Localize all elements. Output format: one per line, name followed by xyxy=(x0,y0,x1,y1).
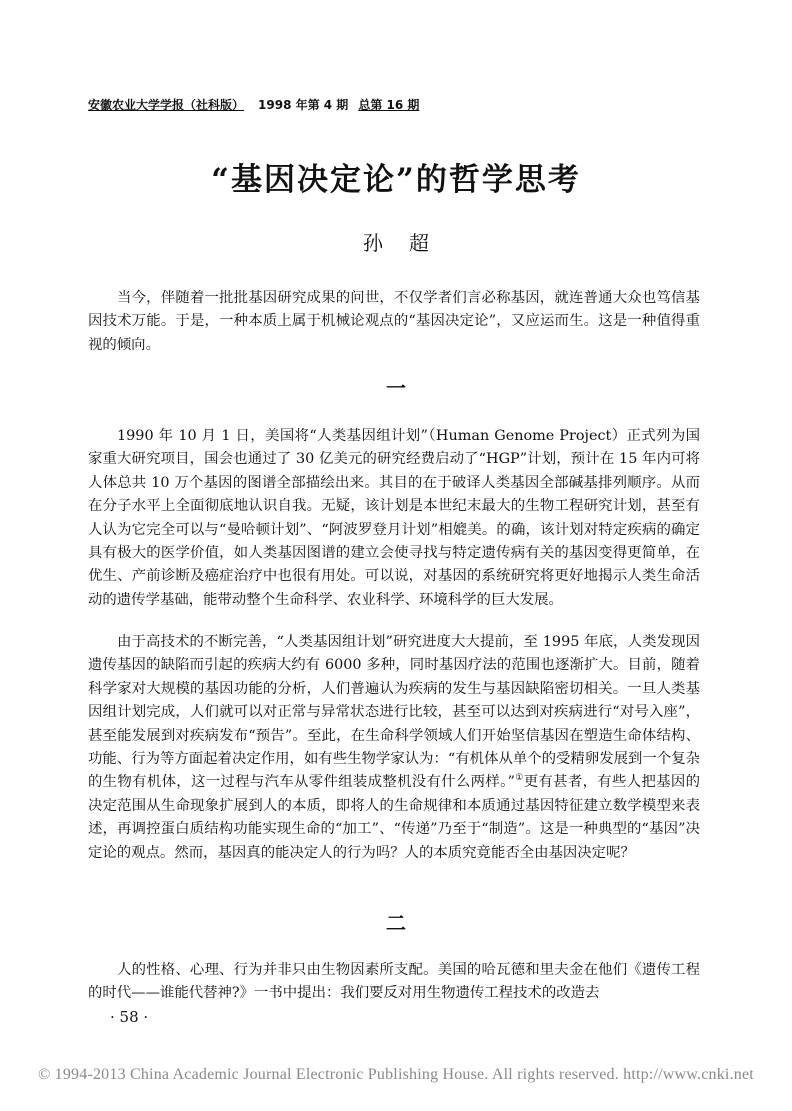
section-heading-one: 一 xyxy=(386,376,406,400)
publication-name: 安徽农业大学学报（社科版） xyxy=(88,98,245,112)
copyright-footer: © 1994-2013 China Academic Journal Electronic Publishing House. All rights reserved. http://www.cnki.net xyxy=(38,1066,754,1083)
issue-label: 1998 年第 4 期 xyxy=(258,98,349,112)
footnote-marker: ① xyxy=(514,773,524,784)
body-paragraph-2-part-a: 由于高技术的不断完善，“人类基因组计划”研究进度大大提前，至 1995 年底，人类发现因遗传基因的缺陷而引起的疾病大约有 6000 多种，同时基因疗法的范围也逐渐扩大。目前，随着科学家对大规模的基因功能的分析，人们普遍认为疾病的发生与基因缺陷密切相关。一旦人类基因组计划完成，人们就可以对正常与异常状态进行比较，甚至可以达到对疾病进行“对号入座”，甚至能发展到对疾病发布“预告”。至此，在生命科学领域人们开始坚信基因在塑造生命体结构、功能、行为等方面起着决定作用，如有些生物学家认为：“有机体从单个的受精卵发展到一个复杂的生物有机体，这一过程与汽车从零件组装成整机没有什么两样。” xyxy=(88,634,700,791)
section-heading-two: 二 xyxy=(386,911,406,935)
page-number: · 58 · xyxy=(110,1008,149,1026)
intro-paragraph: 当今，伴随着一批批基因研究成果的问世，不仅学者们言必称基因，就连普通大众也笃信基因技术万能。于是，一种本质上属于机械论观点的“基因决定论”，又应运而生。这是一种值得重视的倾向。 xyxy=(88,290,700,353)
body-paragraph-3: 人的性格、心理、行为并非只由生物因素所支配。美国的哈瓦德和里夫金在他们《遗传工程的时代——谁能代替神?》一书中提出：我们要反对用生物遗传工程技术的改造去 xyxy=(88,962,700,1002)
article-title: “基因决定论”的哲学思考 xyxy=(211,162,581,198)
body-paragraph-1: 1990 年 10 月 1 日，美国将“人类基因组计划”（Human Genome Project）正式列为国家重大研究项目，国会也通过了 30 亿美元的研究经费启动了“HGP”计划，预计在 15 年内可将人体总共 10 万个基因的图谱全部描绘出来。其目的在于破译人类基因全部碱基排列顺序。从而在分子水平上全面彻底地认识自我。无疑，该计划是本世纪末最大的生物工程研究计划，甚至有人认为它完全可以与“曼哈顿计划”、“阿波罗登月计划”相媲美。的确，该计划对特定疾病的确定具有极大的医学价值，如人类基因图谱的建立会使寻找与特定遗传病有关的基因变得更简单，在优生、产前诊断及癌症治疗中也很有用处。可以说，对基因的系统研究将更好地揭示人类生命活动的遗传学基础，能带动整个生命科学、农业科学、环境科学的巨大发展。 xyxy=(88,428,700,608)
journal-header xyxy=(88,96,419,113)
total-issue-label: 总第 16 期 xyxy=(358,98,420,112)
article-author: 孙超 xyxy=(363,231,455,255)
body-paragraph-2-part-b: 更有甚者，有些人把基因的决定范围从生命现象扩展到人的本质，即将人的生命规律和本质通过基因特征建立数学模型来表述，再调控蛋白质结构功能实现生命的“加工”、“传递”乃至于“制造”。这是一种典型的“基因”决定论的观点。然而，基因真的能决定人的行为吗？人的本质究竟能否全由基因决定呢？ xyxy=(88,774,700,861)
body-paragraph-2 xyxy=(88,631,700,865)
